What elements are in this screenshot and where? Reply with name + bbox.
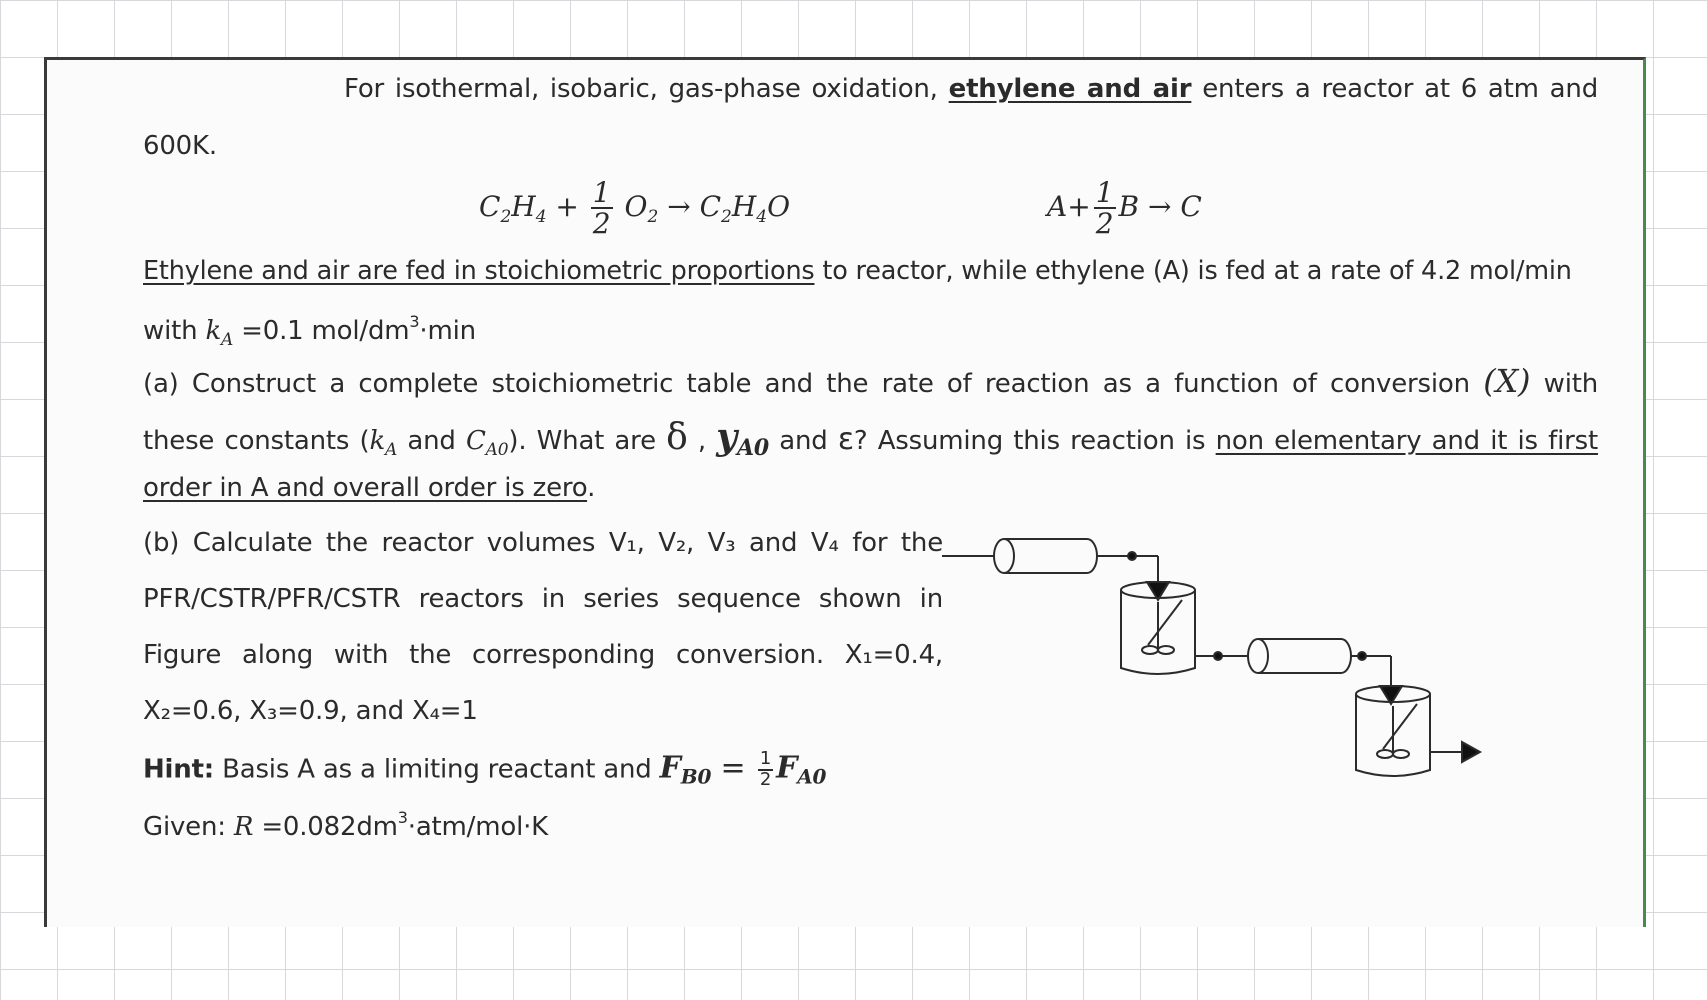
eq-fraction [591,178,613,239]
part-a-underlined: order in A and overall order is zero [143,473,588,503]
eq-sub: 2 [647,206,659,227]
eq-o: O [767,189,791,223]
eq-o: O [624,189,648,223]
f-sub: B0 [680,764,712,789]
feed-with: with [143,316,206,346]
hint-fraction [758,750,773,790]
c-symbol: C [465,426,486,456]
part-a-text: these constants ( [143,426,370,456]
intro-highlight: ethylene and air [948,74,1192,104]
eq-a: A [1047,189,1068,223]
part-a-line-2 [143,416,1598,461]
eq-sub: 4 [756,206,768,227]
part-b-line-1: (b) Calculate the reactor volumes V₁, V₂, V₃ and V₄ for the [143,528,943,558]
eq-fraction [1094,178,1116,239]
intro-text-1: For isothermal, isobaric, gas-phase oxidation, [344,74,949,104]
eq-c: C [479,189,501,223]
junction-dot [1358,652,1366,660]
hint-line [143,750,826,790]
part-a-line-1 [143,362,1598,400]
eq-frac-den: 2 [592,207,611,241]
reaction-equation-chemical [479,178,790,239]
reaction-equation-generic [1047,178,1202,239]
part-b-line-4: X₂=0.6, X₃=0.9, and X₄=1 [143,696,478,726]
f-symbol: F [776,750,798,786]
feed-line-2 [143,312,476,350]
f-sub: A0 [797,764,827,789]
period: . [587,473,596,503]
hint-text: Basis A as a limiting reactant and [214,754,660,785]
eq-frac-num: 1 [1095,176,1114,209]
part-a-line-3 [143,473,595,503]
part-b-line-2: PFR/CSTR/PFR/CSTR reactors in series sequence shown in [143,584,943,614]
eq-h: H [511,189,536,223]
y-sub: A0 [736,435,769,461]
k-sub: A [385,440,398,460]
eq-plus: + [1067,189,1091,223]
feed-rest: to reactor, while ethylene (A) is fed at a rate of 4.2 mol/min [814,256,1572,286]
given-line [143,808,548,842]
pfr-reactor-1 [994,539,1097,573]
r-symbol: R [233,812,254,842]
part-a-text: (a) Construct a complete stoichiometric table and the rate of reaction as a function of conversion [143,369,1484,399]
c-sub: A0 [485,440,509,460]
eq-arrow: → [1148,189,1172,223]
y-symbol: y [716,416,737,458]
eq-h: H [731,189,757,223]
eq-b: B [1118,189,1140,223]
given-unit: ·atm/mol·K [407,812,549,842]
comma: , [687,426,717,456]
given-label: Given: [143,812,234,842]
part-a-underlined: non elementary and it is first [1215,426,1598,456]
arrow-right-icon [1462,742,1480,762]
k-sub: A [221,330,234,350]
x-symbol: (X) [1483,362,1531,400]
k-symbol: k [205,316,221,346]
part-a-text: ? Assuming this reaction is [853,426,1216,456]
problem-card [44,57,1646,927]
given-value: =0.082dm [253,812,398,842]
frac-den: 2 [759,768,772,790]
intro-text-2: enters a reactor at 6 atm and [1191,74,1598,104]
equals: = [711,750,755,786]
part-a-text: ). What are [508,426,667,456]
eq-arrow: → [667,189,691,223]
epsilon-symbol: ε [837,422,854,457]
feed-line-1 [143,256,1572,286]
part-a-with: with [1530,369,1598,399]
feed-underlined: Ethylene and air are fed in stoichiometric proportions [143,256,815,286]
frac-num: 1 [759,748,772,769]
reactor-series-figure [942,530,1602,790]
delta-symbol: δ [666,417,688,458]
eq-sub: 4 [535,206,547,227]
eq-frac-den: 2 [1095,207,1114,241]
k-symbol: k [369,426,386,456]
given-sup: 3 [397,808,408,827]
intro-line-2: 600K. [143,131,217,161]
part-a-and: and [397,426,466,456]
junction-dot [1128,552,1136,560]
k-sup: 3 [409,312,420,331]
part-a-and: and [768,426,838,456]
eq-plus: + [555,189,579,223]
junction-dot [1214,652,1222,660]
f-symbol: F [659,750,681,786]
eq-sub: 2 [500,206,512,227]
k-value: =0.1 mol/dm [233,316,410,346]
part-b-line-3: Figure along with the corresponding conversion. X₁=0.4, [143,640,943,670]
pfr-reactor-2 [1248,639,1351,673]
intro-line-1 [344,74,1598,104]
hint-label: Hint: [143,754,215,785]
eq-frac-num: 1 [592,176,611,209]
eq-c: C [699,189,722,223]
k-unit: ·min [419,316,476,346]
eq-c: C [1180,189,1202,223]
eq-sub: 2 [721,206,732,227]
